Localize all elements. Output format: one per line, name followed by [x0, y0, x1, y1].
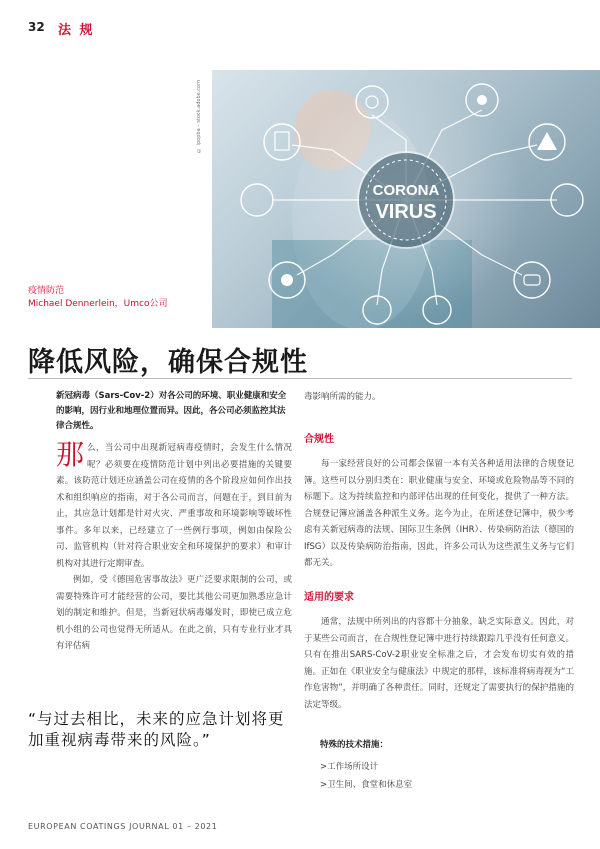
footer-journal: EUROPEAN COATINGS JOURNAL 01 – 2021 [28, 822, 218, 831]
clipboard-icon [264, 124, 300, 160]
heading-requirements: 适用的要求 [304, 591, 354, 603]
lungs-icon [241, 184, 273, 216]
mask-icon [514, 262, 550, 298]
author-line: Michael Dennerlein，Umco公司 [28, 299, 168, 309]
page-number: 32 [28, 20, 45, 34]
article-lead: 新冠病毒（Sars-Cov-2）对各公司的环境、职业健康和安全的影响，因行业和地理位置而异。因此，各公司必须监控其法律合规性。 [56, 391, 287, 431]
paragraph: 么，当公司中出现新冠病毒疫情时，会发生什么情况呢？必须要在疫情防范计划中列出必要措施的关键要素。该防范计划还应涵盖公司在疫情的各个阶段应如何作出技术和组织响应的指南，对于各公司而言，问题在于，到目前为止，其应急计划都是针对火灾、严重事故和环境影响等破坏性事件。多年以来，已经建立了一些例行事项，例如由保险公司、监管机构（针对符合职业安全和环境保护的要求）和审计机构对其进行定期审查。 [56, 443, 292, 569]
drop-cap: 那 [56, 438, 85, 471]
measures-item: >工作场所设计 [320, 762, 379, 772]
measures-title: 特殊的技术措施： [320, 740, 389, 750]
virus-badge-line1: CORONA [372, 182, 440, 199]
article-title: 降低风险，确保合规性 [28, 347, 308, 378]
paragraph: 通常，法规中所列出的内容都十分抽象，缺乏实际意义。因此，对于某些公司而言，在合规性登记簿中进行持续跟踪几乎没有任何意义。只有在推出SARS-CoV-2职业安全标准之后，才会发布切实有效的措施。正如在《职业安全与健康法》中规定的那样，该标准将病毒视为“工作危害物”，并明确了各种责任。同时，还规定了需要执行的保护措施的法定等级。 [304, 617, 574, 710]
photo-credit: © ipopba – stock.adobe.com [196, 80, 202, 153]
warning-triangle [537, 132, 557, 150]
title-divider [28, 378, 572, 379]
paragraph: 例如，受《德国危害事故法》更广泛要求限制的公司，或需要特殊许可才能经营的公司，要比其他公司更加熟悉应急计划的制定和维护。但是，当新冠状病毒爆发时，即使已成立危机小组的公司也觉得无所适从。在此之前，只有专业行业才具有评估病 [56, 575, 292, 651]
measures-item: >卫生间、食堂和休息室 [320, 780, 413, 790]
paragraph: 毒影响所需的能力。 [304, 392, 381, 402]
virus-network-illustration [212, 70, 600, 328]
heading-compliance: 合规性 [304, 433, 334, 445]
column-left [56, 440, 292, 655]
pull-quote: “与过去相比，未来的应急计划将更加重视病毒带来的风险。” [28, 710, 285, 749]
virus-badge-line2: VIRUS [375, 201, 437, 223]
section-label: 法 规 [58, 23, 95, 38]
topic-tag: 疫情防范 [28, 286, 65, 296]
paragraph: 每一家经营良好的公司都会保留一本有关各种适用法律的合规登记簿。这些可以分别归类在：职业健康与安全、环境或危险物品等不同的标题下。这为持续监控和内部评估出现的任何变化，提供了一种方法。合规登记簿应涵盖各种派生义务。迄今为止，在所述登记簿中，极少考虑有关新冠病毒的法规、国际卫生条例（IHR）、传染病防治法（德国的IfSG）以及传染病防治指南，因此，许多公司认为这些派生义务与它们都无关。 [304, 459, 574, 568]
column-right [304, 389, 574, 713]
hero-image [212, 70, 600, 328]
